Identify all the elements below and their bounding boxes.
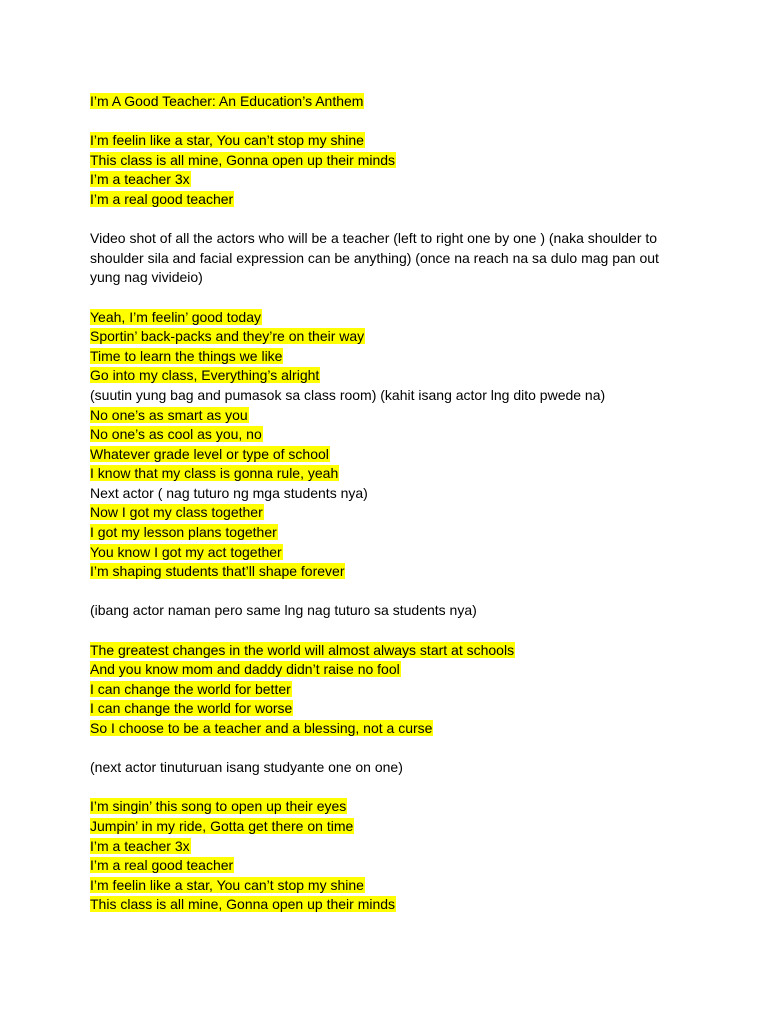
blank-line	[90, 112, 690, 132]
lyric-line	[90, 92, 690, 112]
blank-line	[90, 288, 690, 308]
lyric-line	[90, 151, 690, 171]
lyric-line	[90, 327, 690, 347]
lyric-line	[90, 543, 690, 563]
lyric-line	[90, 190, 690, 210]
lyric-line	[90, 817, 690, 837]
highlighted-text: I’m shaping students that’ll shape forever	[90, 563, 345, 580]
highlighted-text: Sportin’ back-packs and they’re on their way	[90, 328, 365, 345]
highlighted-text: I’m a teacher 3x	[90, 171, 190, 188]
lyric-line	[90, 366, 690, 386]
lyric-line	[90, 464, 690, 484]
lyric-line	[90, 425, 690, 445]
highlighted-text: I’m singin’ this song to open up their eyes	[90, 798, 347, 815]
stage-direction-note: (ibang actor naman pero same lng nag tuturo sa students nya)	[90, 602, 477, 619]
lyric-line	[90, 503, 690, 523]
lyric-line	[90, 660, 690, 680]
highlighted-text: I got my lesson plans together	[90, 524, 277, 541]
lyric-line	[90, 876, 690, 896]
blank-line	[90, 778, 690, 798]
lyric-line	[90, 856, 690, 876]
stage-direction-note: (suutin yung bag and pumasok sa class room) (kahit isang actor lng dito pwede na)	[90, 386, 606, 403]
highlighted-text: I’m a teacher 3x	[90, 837, 190, 854]
lyric-line	[90, 699, 690, 719]
lyric-line	[90, 445, 690, 465]
lyric-line	[90, 895, 690, 915]
blank-line	[90, 210, 690, 230]
stage-direction-note: Next actor ( nag tuturo ng mga students nya)	[90, 484, 368, 501]
highlighted-text: So I choose to be a teacher and a blessing, not a curse	[90, 720, 433, 736]
highlighted-text: The greatest changes in the world will almost always start at schools	[90, 641, 515, 658]
blank-line	[90, 582, 690, 602]
highlighted-text: You know I got my act together	[90, 543, 282, 560]
highlighted-text: I’m feelin like a star, You can’t stop my shine	[90, 876, 364, 893]
highlighted-text: Time to learn the things we like	[90, 347, 283, 364]
blank-line	[90, 739, 690, 759]
highlighted-text: No one’s as smart as you	[90, 406, 248, 423]
stage-direction-note: (next actor tinuturuan isang studyante one on one)	[90, 759, 403, 776]
lyric-line	[90, 347, 690, 367]
highlighted-text: No one’s as cool as you, no	[90, 426, 262, 443]
highlighted-text: Jumpin’ in my ride, Gotta get there on time	[90, 817, 354, 834]
highlighted-text: Go into my class, Everything’s alright	[90, 367, 320, 384]
highlighted-text: I can change the world for better	[90, 680, 291, 697]
highlighted-text: I’m A Good Teacher: An Education’s Anthem	[90, 93, 364, 109]
lyric-line	[90, 719, 690, 739]
highlighted-text: Yeah, I’m feelin’ good today	[90, 308, 261, 325]
lyric-line	[90, 170, 690, 190]
highlighted-text: I’m a real good teacher	[90, 857, 234, 874]
lyric-line	[90, 837, 690, 857]
lyric-line	[90, 523, 690, 543]
highlighted-text: I know that my class is gonna rule, yeah	[90, 465, 339, 482]
highlighted-text: Whatever grade level or type of school	[90, 445, 329, 462]
lyric-line	[90, 308, 690, 328]
highlighted-text: And you know mom and daddy didn’t raise no fool	[90, 661, 400, 678]
highlighted-text: I’m a real good teacher	[90, 190, 234, 207]
document-body	[90, 92, 690, 915]
stage-direction-note: Video shot of all the actors who will be a teacher (left to right one by one ) (naka shoulder to shoulder sila and facial expression can be anything) (once na reach na sa dulo mag pan out yung nag vivideio)	[90, 230, 659, 286]
highlighted-text: I’m feelin like a star, You can’t stop my shine	[90, 132, 364, 149]
lyric-line	[90, 797, 690, 817]
lyric-line	[90, 562, 690, 582]
lyric-line	[90, 131, 690, 151]
highlighted-text: This class is all mine, Gonna open up their minds	[90, 896, 396, 913]
lyric-line	[90, 406, 690, 426]
lyric-line	[90, 680, 690, 700]
lyric-line	[90, 641, 690, 661]
highlighted-text: Now I got my class together	[90, 504, 263, 521]
blank-line	[90, 621, 690, 641]
highlighted-text: This class is all mine, Gonna open up their minds	[90, 151, 396, 168]
highlighted-text: I can change the world for worse	[90, 700, 293, 717]
